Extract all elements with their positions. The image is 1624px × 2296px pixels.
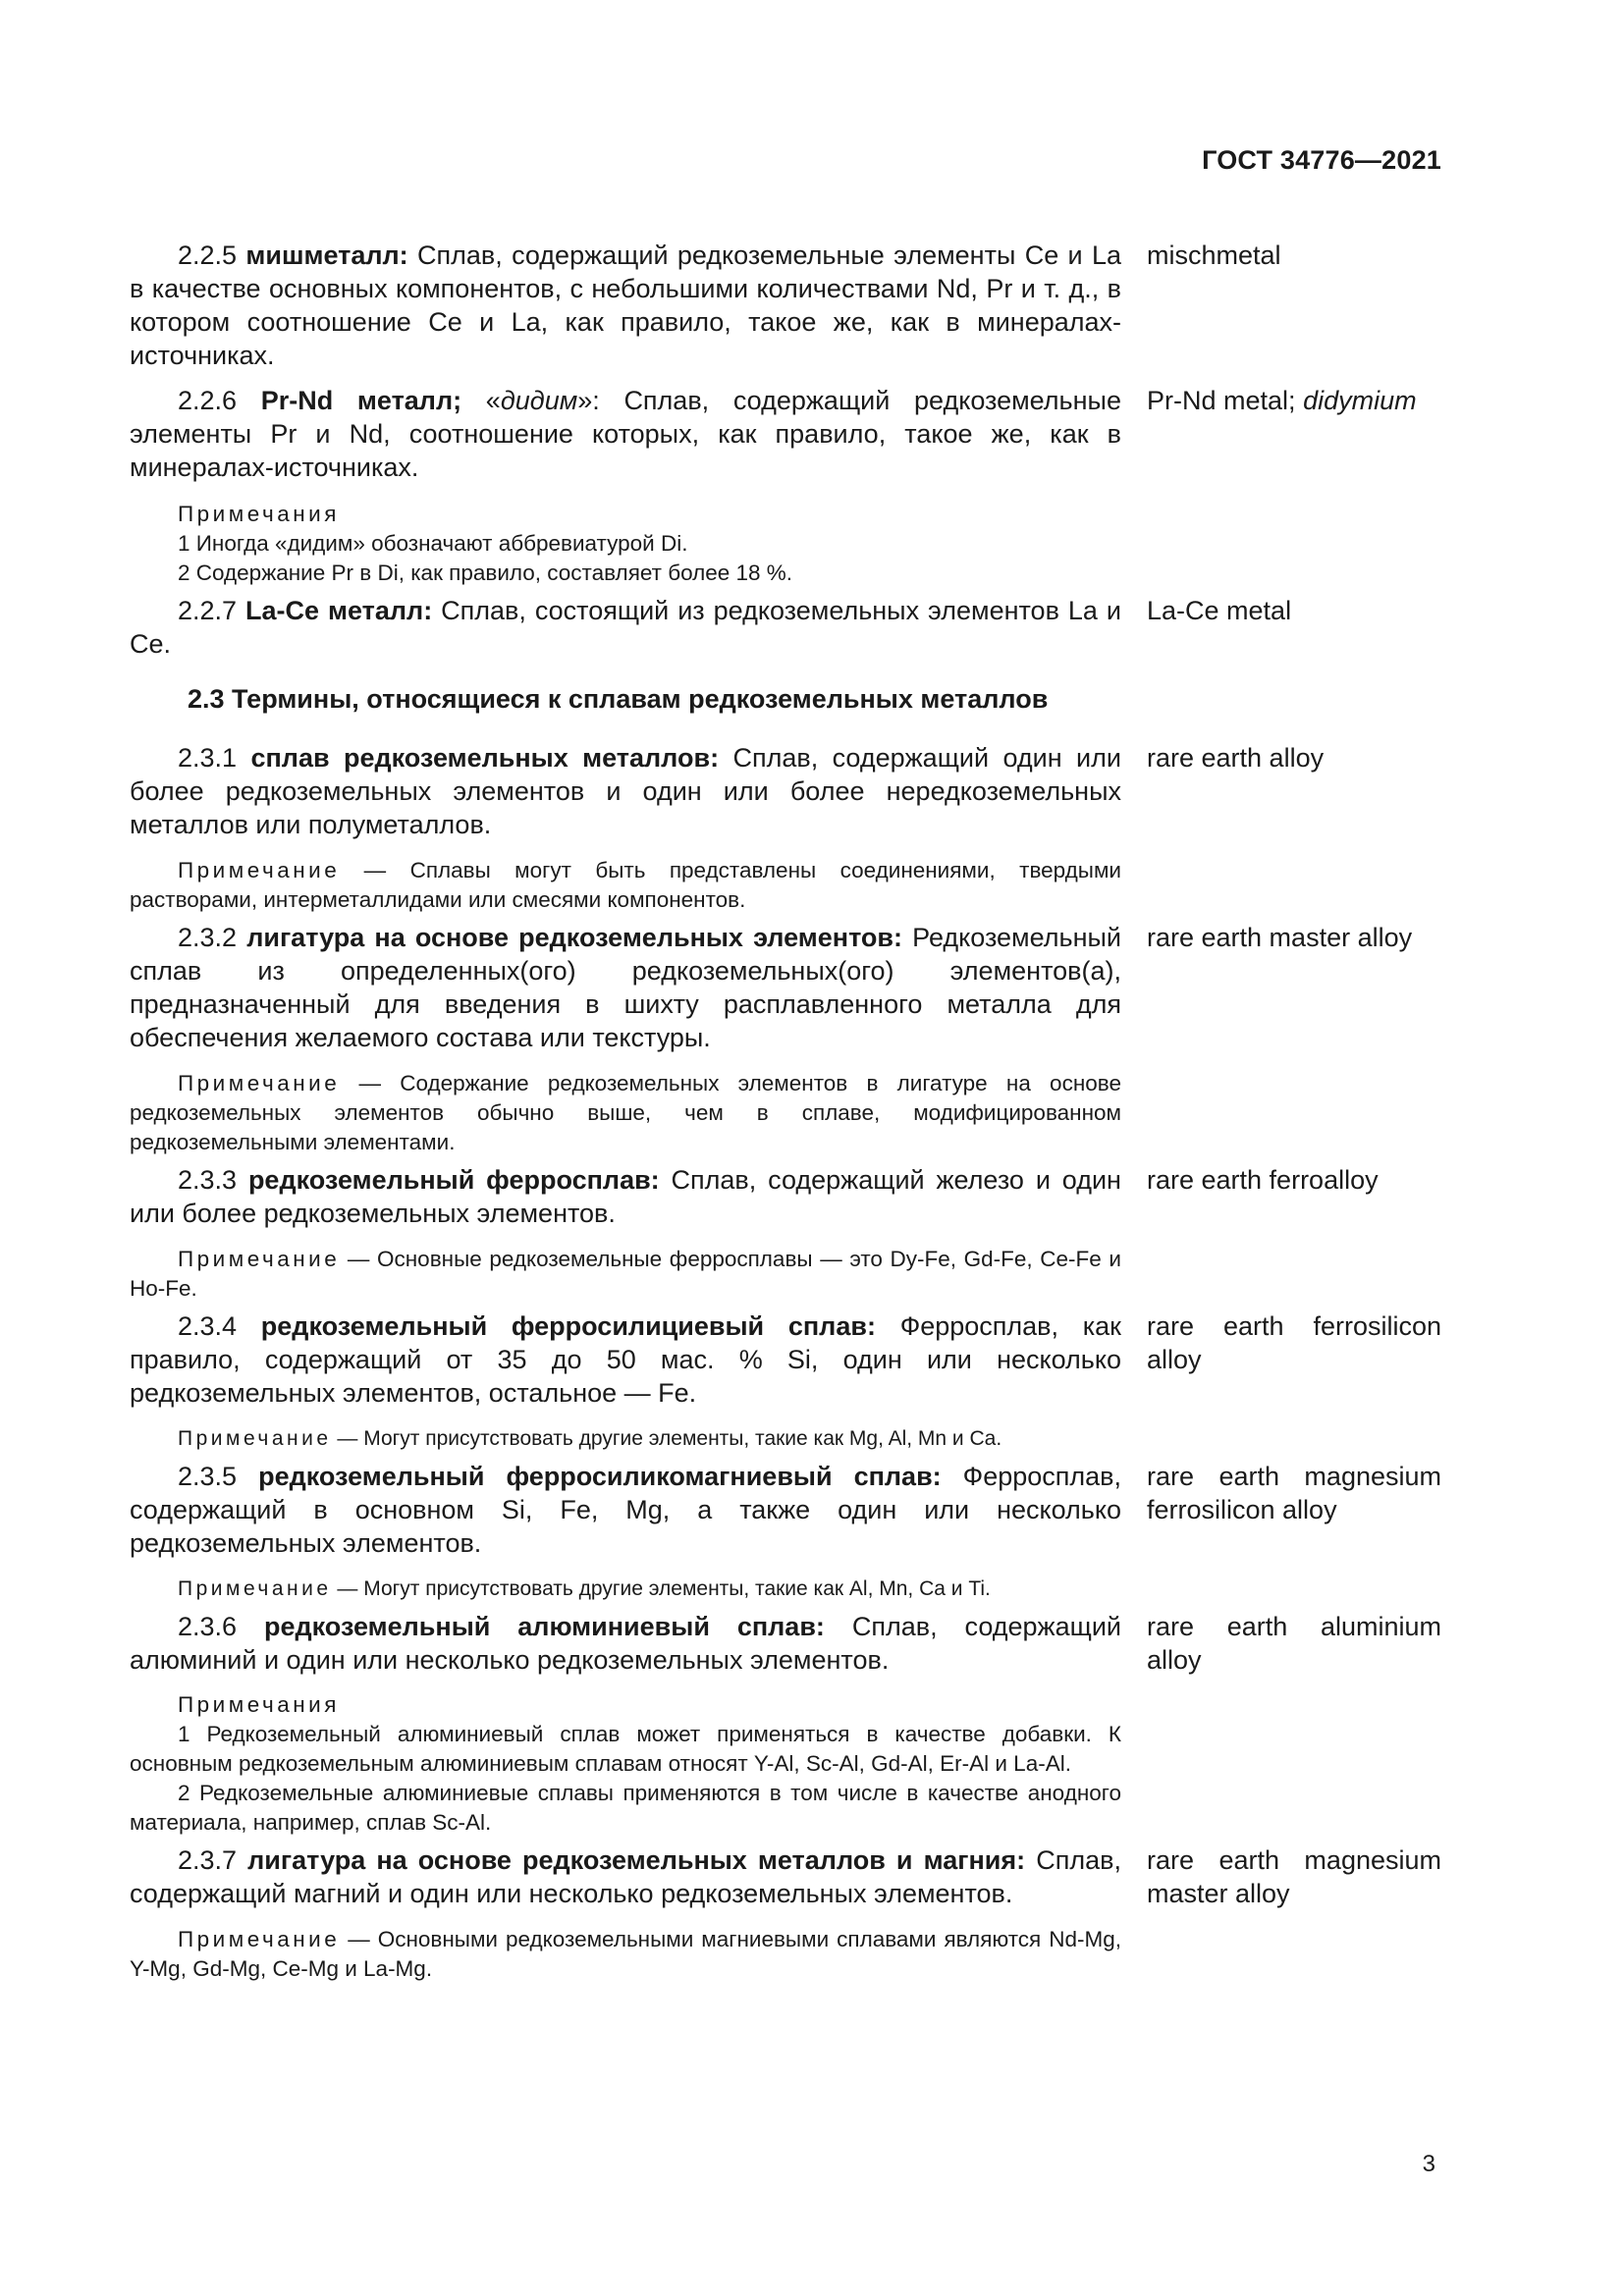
- note-heading: Примечание: [178, 858, 341, 882]
- term-entry-2-2-5: [130, 239, 1441, 372]
- term-name: Pr-Nd металл;: [260, 386, 462, 415]
- note-heading: Примечания: [178, 1692, 340, 1717]
- term-english: rare earth alloy: [1147, 743, 1325, 773]
- term-entry-2-3-3: [130, 1163, 1441, 1230]
- term-entry-2-3-4: [130, 1309, 1441, 1410]
- term-number: 2.2.6: [178, 386, 238, 415]
- term-text: Сплав, состоящий из редкоземельных элементов La и Ce.: [130, 596, 1121, 659]
- term-english: rare earth ferrosilicon alloy: [1147, 1311, 1441, 1374]
- term-english: rare earth aluminium alloy: [1147, 1612, 1441, 1675]
- term-number: 2.3.4: [178, 1311, 238, 1341]
- term-alt-name: дидим: [500, 386, 578, 415]
- term-definition: [130, 1843, 1121, 1910]
- term-entry-2-3-1: [130, 741, 1441, 841]
- term-number: 2.2.5: [178, 240, 238, 270]
- note-paragraph: [130, 856, 1121, 915]
- term-name: мишметалл:: [245, 240, 408, 270]
- term-definition: [130, 1163, 1121, 1230]
- term-number: 2.3.5: [178, 1462, 238, 1491]
- note-2-3-7: [130, 1925, 1121, 1984]
- term-entry-2-2-6: [130, 384, 1441, 484]
- term-name: лигатура на основе редкоземельных металлов и магния:: [247, 1845, 1026, 1875]
- term-name: La-Ce металл:: [245, 596, 433, 625]
- term-english: rare earth ferroalloy: [1147, 1165, 1379, 1195]
- note-paragraph: [130, 1245, 1121, 1304]
- term-text: Редкоземельный сплав из определенных(ого) редкоземельных(ого) элементов(а), предназначенный для введения в шихту расплавленного металла для обеспечения желаемого состава или текстуры.: [130, 923, 1121, 1052]
- term-definition: [130, 1610, 1121, 1677]
- note-heading: Примечание: [178, 1071, 341, 1095]
- term-text: Сплав, содержащий редкоземельные элементы Ce и La в качестве основных компонентов, с небольшими количествами Nd, Pr и т. д., в котором соотношение Ce и La, как правило, такое же, как в минералах-источниках.: [130, 240, 1121, 370]
- note-text: — Основными редкоземельными магниевыми сплавами являются Nd-Mg, Y-Mg, Gd-Mg, Ce-Mg и La-Mg.: [130, 1927, 1121, 1981]
- term-number: 2.3.3: [178, 1165, 238, 1195]
- note-line: 1 Иногда «дидим» обозначают аббревиатурой Di.: [178, 531, 688, 556]
- term-text: Сплав, содержащий алюминий и один или несколько редкоземельных элементов.: [130, 1612, 1121, 1675]
- term-entry-2-2-7: [130, 594, 1441, 661]
- page-number: 3: [1422, 2151, 1435, 2177]
- term-english: mischmetal: [1147, 240, 1281, 270]
- note-text: — Могут присутствовать другие элементы, такие как Mg, Al, Mn и Ca.: [337, 1427, 1002, 1450]
- note-paragraph: [130, 1575, 1121, 1604]
- term-name: редкоземельный ферросплав:: [247, 1165, 660, 1195]
- note-2-3-4: [130, 1424, 1121, 1454]
- note-paragraph: [130, 1925, 1121, 1984]
- note-2-3-1: [130, 856, 1121, 915]
- note-line: 2 Редкоземельные алюминиевые сплавы применяются в том числе в качестве анодного материала, например, сплав Sc-Al.: [130, 1781, 1121, 1835]
- note-paragraph: [130, 1424, 1121, 1454]
- term-text: Ферросплав, как правило, содержащий от 35 до 50 мас. % Si, один или несколько редкоземельных элементов, остальное — Fe.: [130, 1311, 1121, 1408]
- term-entry-2-3-5: [130, 1460, 1441, 1560]
- note-heading: Примечание: [178, 1577, 332, 1600]
- term-entry-2-3-2: [130, 921, 1441, 1054]
- term-number: 2.3.1: [178, 743, 238, 773]
- term-name: лигатура на основе редкоземельных элементов:: [246, 923, 903, 952]
- note-2-2-6: [130, 500, 1121, 588]
- note-text: — Могут присутствовать другие элементы, такие как Al, Mn, Ca и Ti.: [337, 1577, 991, 1600]
- note-2-3-5: [130, 1575, 1121, 1604]
- note-heading: Примечание: [178, 1247, 341, 1271]
- term-name: сплав редкоземельных металлов:: [250, 743, 720, 773]
- term-definition: [130, 741, 1121, 841]
- term-english: [1147, 384, 1441, 417]
- note-2-3-2: [130, 1069, 1121, 1157]
- note-line: 2 Содержание Pr в Di, как правило, составляет более 18 %.: [178, 561, 793, 585]
- term-definition: [130, 1309, 1121, 1410]
- term-entry-2-3-7: [130, 1843, 1441, 1910]
- term-alt-open: «: [485, 386, 501, 415]
- term-name: редкоземельный алюминиевый сплав:: [264, 1612, 825, 1641]
- term-definition: [130, 921, 1121, 1054]
- term-definition: [130, 239, 1121, 372]
- term-definition: [130, 384, 1121, 484]
- section-heading-2-3: 2.3 Термины, относящиеся к сплавам редкоземельных металлов: [188, 684, 1049, 714]
- note-heading: Примечание: [178, 1927, 341, 1951]
- note-heading: Примечания: [178, 502, 340, 526]
- term-english-main: Pr-Nd metal;: [1147, 386, 1296, 415]
- note-line: 1 Редкоземельный алюминиевый сплав может применяться в качестве добавки. К основным редкоземельным алюминиевым сплавам относят Y-Al, Sc-Al, Gd-Al, Er-Al и La-Al.: [130, 1722, 1121, 1776]
- term-english: rare earth magnesium ferrosilicon alloy: [1147, 1462, 1441, 1524]
- term-text: Ферросплав, содержащий в основном Si, Fe, Mg, а также один или несколько редкоземельных элементов.: [130, 1462, 1121, 1558]
- note-2-3-3: [130, 1245, 1121, 1304]
- note-text: — Содержание редкоземельных элементов в лигатуре на основе редкоземельных элементов обычно выше, чем в сплаве, модифицированном редкоземельными элементами.: [130, 1071, 1121, 1154]
- term-english: La-Ce metal: [1147, 596, 1292, 625]
- page-content: [130, 236, 1441, 1984]
- term-number: 2.3.7: [178, 1845, 238, 1875]
- term-name: редкоземельный ферросилициевый сплав:: [260, 1311, 876, 1341]
- note-text: — Сплавы могут быть представлены соединениями, твердыми растворами, интерметаллидами или смесями компонентов.: [130, 858, 1121, 912]
- term-text: Сплав, содержащий один или более редкоземельных элементов и один или более нередкоземельных металлов или полуметаллов.: [130, 743, 1121, 839]
- term-name: редкоземельный ферросиликомагниевый сплав:: [258, 1462, 942, 1491]
- term-text: Сплав, содержащий редкоземельные элементы Pr и Nd, соотношение которых, как правило, такое же, как в минералах-источниках.: [130, 386, 1121, 482]
- note-heading: Примечание: [178, 1427, 332, 1450]
- term-english: rare earth master alloy: [1147, 923, 1413, 952]
- term-english-alt: didymium: [1303, 386, 1417, 415]
- term-alt-close: »:: [577, 386, 600, 415]
- note-2-3-6: [130, 1690, 1121, 1838]
- term-english: rare earth magnesium master alloy: [1147, 1845, 1441, 1908]
- note-text: — Основные редкоземельные ферросплавы — это Dy-Fe, Gd-Fe, Ce-Fe и Ho-Fe.: [130, 1247, 1121, 1301]
- term-number: 2.3.2: [178, 923, 238, 952]
- term-definition: [130, 594, 1121, 661]
- term-number: 2.3.6: [178, 1612, 238, 1641]
- document-number: ГОСТ 34776—2021: [1202, 145, 1441, 175]
- term-text: Сплав, содержащий магний и один или несколько редкоземельных элементов.: [130, 1845, 1121, 1908]
- term-definition: [130, 1460, 1121, 1560]
- term-number: 2.2.7: [178, 596, 238, 625]
- term-entry-2-3-6: [130, 1610, 1441, 1677]
- note-paragraph: [130, 1069, 1121, 1157]
- term-text: Сплав, содержащий железо и один или более редкоземельных элементов.: [130, 1165, 1121, 1228]
